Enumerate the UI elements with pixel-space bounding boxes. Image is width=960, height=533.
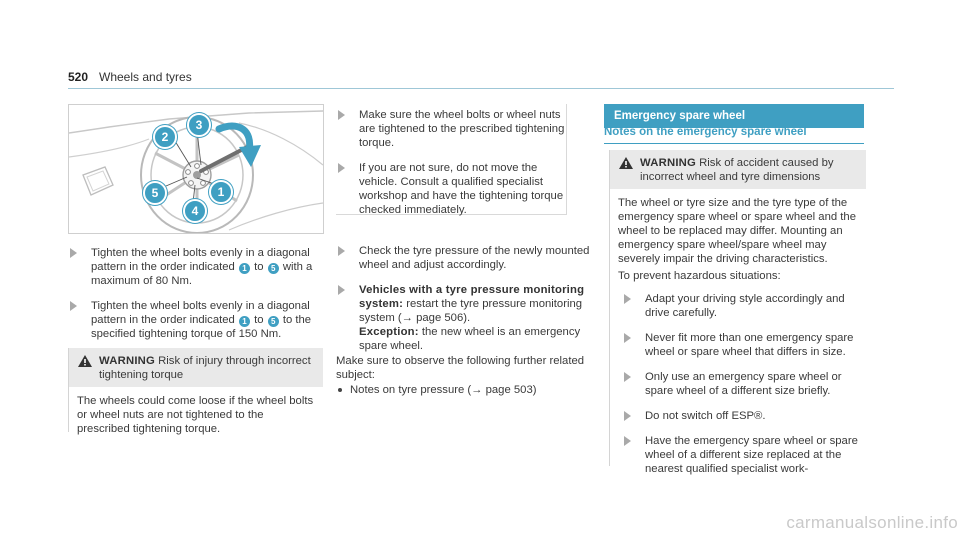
warning-label: WARNING <box>640 157 696 169</box>
warning-triangle-icon <box>78 355 92 367</box>
callout-badge-5: 5 <box>268 316 279 327</box>
step-text: Never fit more than one emergency spare wheel or spare wheel that differs in size. <box>645 332 854 358</box>
warning-label: WARNING <box>99 355 155 367</box>
warning-box-spare-wheel <box>609 150 866 475</box>
callout-2: 2 <box>153 125 177 149</box>
callout-5: 5 <box>143 181 167 205</box>
step-text-to: to <box>254 261 264 273</box>
callout-3: 3 <box>187 113 211 137</box>
warning-body: The wheels could come loose if the wheel bolts or wheel nuts are not tightened to the prescribed tightening torque. <box>77 395 314 435</box>
column-1 <box>68 246 322 352</box>
step-arrow-icon <box>624 294 631 304</box>
step-arrow-icon <box>338 246 345 256</box>
bullet-dot <box>338 388 342 392</box>
step-text-end: with a maximum of 80 Nm. <box>91 261 313 287</box>
step-if-unsure <box>336 161 566 217</box>
bullet-text: Notes on tyre pressure (→ page 503) <box>350 384 537 396</box>
exception-text: the new wheel is an emergency spare wheel. <box>359 326 581 352</box>
step-text-end: to the specified tightening torque of 150 Nm. <box>91 314 312 340</box>
callout-badge-1: 1 <box>239 316 250 327</box>
warning-intro: To prevent hazardous situations: <box>618 270 781 282</box>
subsection-title: Notes on the emergency spare wheel <box>604 125 864 144</box>
step-text: If you are not sure, do not move the vehicle. Consult a qualified specialist workshop and have the tightening torque checked immediately. <box>359 162 564 216</box>
step-tighten-150nm <box>68 299 322 341</box>
step-arrow-icon <box>338 285 345 295</box>
warning-step <box>622 434 858 476</box>
column-2 <box>336 244 598 397</box>
callout-badge-5: 5 <box>268 263 279 274</box>
step-arrow-icon <box>338 163 345 173</box>
warning-body-text: The wheel or tyre size and the tyre type of the emergency spare wheel or spare wheel and the wheel to be replaced may differ. Mounting an emergency spare wheel/spare wheel may severely impair the driving characteristics. <box>618 197 857 265</box>
step-text: Only use an emergency spare wheel or spare wheel of a different size briefly. <box>645 371 842 397</box>
tpms-text: restart the tyre pressure monitoring system (→ page 506). <box>359 298 583 324</box>
step-arrow-icon <box>624 333 631 343</box>
step-text-to: to <box>254 314 264 326</box>
step-arrow-icon <box>70 301 77 311</box>
section-title-bar: Emergency spare wheel <box>604 104 864 128</box>
warning-header <box>69 348 323 387</box>
step-text: Tighten the wheel bolts evenly in a diagonal pattern in the order indicated <box>91 247 310 273</box>
callout-1: 1 <box>209 180 233 204</box>
related-note: Make sure to observe the following further related subject: <box>336 355 585 381</box>
step-tpms <box>336 283 598 353</box>
watermark: carmanualsonline.info <box>786 513 958 532</box>
step-check-pressure <box>336 244 598 272</box>
step-text: Check the tyre pressure of the newly mounted wheel and adjust accordingly. <box>359 245 590 271</box>
callout-badge-1: 1 <box>239 263 250 274</box>
warning-box-torque <box>68 348 323 435</box>
warning-header <box>610 150 866 189</box>
step-arrow-icon <box>70 248 77 258</box>
step-text: Have the emergency spare wheel or spare wheel of a different size replaced at the nearest qualified specialist work- <box>645 435 858 475</box>
figure-callouts <box>69 105 323 233</box>
warning-step <box>622 331 858 359</box>
related-link-tyre-pressure[interactable] <box>336 383 598 397</box>
warning-title: Risk of accident caused by incorrect wheel and tyre dimensions <box>640 157 834 183</box>
warning-triangle-icon <box>619 157 633 169</box>
step-arrow-icon <box>624 372 631 382</box>
warning-body <box>610 189 866 476</box>
step-text: Do not switch off ESP®. <box>645 410 766 422</box>
page-number: 520 <box>68 70 89 84</box>
warning-step <box>622 370 858 398</box>
header-divider <box>68 88 894 89</box>
page-title: Wheels and tyres <box>99 70 192 84</box>
column-2-box <box>336 104 567 215</box>
step-text: Tighten the wheel bolts evenly in a diagonal pattern in the order indicated <box>91 300 310 326</box>
exception-label: Exception: <box>359 326 419 338</box>
step-confirm-torque <box>336 108 566 150</box>
step-arrow-icon <box>624 411 631 421</box>
step-arrow-icon <box>624 436 631 446</box>
callout-4: 4 <box>183 199 207 223</box>
warning-step <box>622 292 858 320</box>
warning-step <box>622 409 858 423</box>
wheel-bolt-illustration <box>68 104 324 234</box>
warning-title: Risk of injury through incorrect tightening torque <box>99 355 311 381</box>
step-text: Adapt your driving style accordingly and drive carefully. <box>645 293 845 319</box>
step-arrow-icon <box>338 110 345 120</box>
step-text: Make sure the wheel bolts or wheel nuts are tightened to the prescribed tightening torque. <box>359 109 565 149</box>
tpms-label: Vehicles with a tyre pressure monitoring system: <box>359 284 585 310</box>
step-tighten-80nm <box>68 246 322 288</box>
